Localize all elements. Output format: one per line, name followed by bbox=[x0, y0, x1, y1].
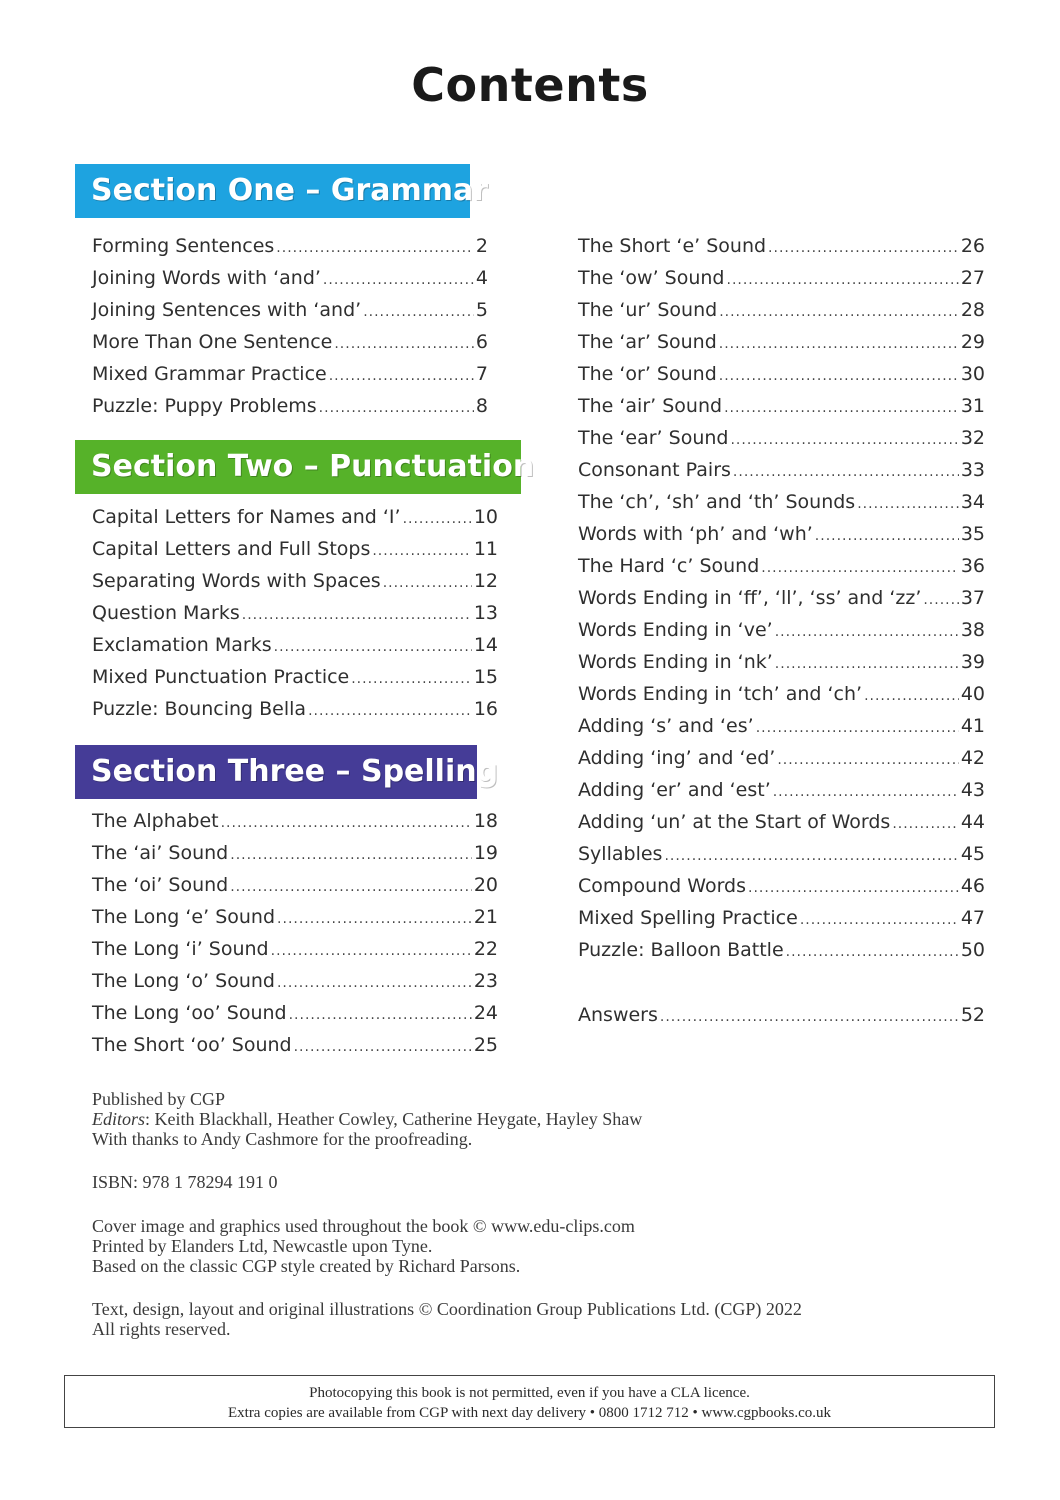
toc-entry[interactable] bbox=[578, 518, 985, 550]
toc-entry-title: The Long ‘oo’ Sound bbox=[92, 1002, 287, 1024]
toc-entry[interactable] bbox=[578, 614, 985, 646]
toc-entry-page: 18 bbox=[473, 810, 498, 832]
toc-entry[interactable] bbox=[578, 774, 985, 806]
toc-entry-title: The Short ‘e’ Sound bbox=[578, 235, 767, 257]
toc-entry-title: Capital Letters for Names and ‘I’ bbox=[92, 506, 401, 528]
toc-entry-title: Mixed Spelling Practice bbox=[578, 907, 798, 929]
toc-entry[interactable] bbox=[578, 294, 985, 326]
toc-leader-dots bbox=[660, 1001, 959, 1033]
toc-list-answers bbox=[578, 999, 985, 1031]
toc-list-spelling-continued bbox=[578, 230, 985, 966]
toc-entry-title: The Hard ‘c’ Sound bbox=[578, 555, 760, 577]
toc-entry-page: 16 bbox=[473, 698, 498, 720]
toc-leader-dots bbox=[319, 392, 474, 424]
toc-entry[interactable] bbox=[92, 533, 498, 565]
toc-leader-dots bbox=[274, 631, 472, 663]
toc-entry-title: Adding ‘ing’ and ‘ed’ bbox=[578, 747, 776, 769]
toc-entry[interactable] bbox=[578, 582, 985, 614]
toc-entry[interactable] bbox=[578, 870, 985, 902]
toc-leader-dots bbox=[289, 999, 472, 1031]
toc-entry-title: Answers bbox=[578, 1004, 658, 1026]
toc-list-spelling bbox=[92, 805, 498, 1061]
toc-entry-page: 24 bbox=[473, 1002, 498, 1024]
publisher-info bbox=[92, 1089, 642, 1149]
toc-entry-title: Puzzle: Bouncing Bella bbox=[92, 698, 307, 720]
toc-entry-title: The ‘ur’ Sound bbox=[578, 299, 718, 321]
toc-entry[interactable] bbox=[578, 550, 985, 582]
toc-leader-dots bbox=[756, 712, 959, 744]
toc-entry-title: Syllables bbox=[578, 843, 663, 865]
toc-entry-title: Exclamation Marks bbox=[92, 634, 272, 656]
toc-entry-title: Capital Letters and Full Stops bbox=[92, 538, 371, 560]
toc-entry[interactable] bbox=[92, 501, 498, 533]
toc-entry-page: 42 bbox=[960, 747, 985, 769]
toc-entry[interactable] bbox=[578, 678, 985, 710]
toc-entry-page: 44 bbox=[960, 811, 985, 833]
editors-line bbox=[92, 1109, 642, 1129]
toc-entry-page: 23 bbox=[473, 970, 498, 992]
photocopy-notice-box bbox=[64, 1375, 995, 1428]
toc-entry[interactable] bbox=[92, 933, 498, 965]
toc-entry[interactable] bbox=[578, 646, 985, 678]
toc-leader-dots bbox=[230, 839, 472, 871]
toc-entry[interactable] bbox=[578, 934, 985, 966]
toc-entry-title: The Long ‘e’ Sound bbox=[92, 906, 276, 928]
toc-entry[interactable] bbox=[92, 965, 498, 997]
toc-entry[interactable] bbox=[578, 838, 985, 870]
toc-entry[interactable] bbox=[92, 837, 498, 869]
copyright-line: Text, design, layout and original illustrations © Coordination Group Publications Ltd. (CGP) 2022 bbox=[92, 1299, 802, 1319]
toc-entry[interactable] bbox=[578, 262, 985, 294]
toc-entry-title: Adding ‘s’ and ‘es’ bbox=[578, 715, 754, 737]
toc-entry-answers[interactable] bbox=[578, 999, 985, 1031]
toc-entry[interactable] bbox=[578, 390, 985, 422]
toc-entry-page: 2 bbox=[475, 235, 488, 257]
toc-entry-title: The ‘air’ Sound bbox=[578, 395, 723, 417]
toc-entry[interactable] bbox=[92, 693, 498, 725]
toc-entry-page: 10 bbox=[473, 506, 498, 528]
toc-entry-page: 50 bbox=[960, 939, 985, 961]
toc-entry-page: 8 bbox=[475, 395, 488, 417]
toc-leader-dots bbox=[329, 360, 474, 392]
toc-leader-dots bbox=[761, 552, 959, 584]
toc-entry-title: Forming Sentences bbox=[92, 235, 275, 257]
toc-leader-dots bbox=[923, 584, 958, 616]
toc-entry-page: 5 bbox=[475, 299, 488, 321]
toc-entry-page: 25 bbox=[473, 1034, 498, 1056]
toc-entry-title: Words Ending in ‘ve’ bbox=[578, 619, 773, 641]
toc-entry[interactable] bbox=[92, 565, 498, 597]
toc-entry-title: The Long ‘o’ Sound bbox=[92, 970, 275, 992]
toc-entry-page: 20 bbox=[473, 874, 498, 896]
toc-entry-page: 21 bbox=[473, 906, 498, 928]
toc-entry-page: 31 bbox=[960, 395, 985, 417]
toc-entry-title: Separating Words with Spaces bbox=[92, 570, 381, 592]
toc-entry[interactable] bbox=[578, 806, 985, 838]
toc-entry-page: 45 bbox=[960, 843, 985, 865]
toc-list-grammar bbox=[92, 230, 488, 422]
toc-entry-page: 6 bbox=[475, 331, 488, 353]
toc-entry[interactable] bbox=[92, 230, 488, 262]
toc-entry-title: The ‘ai’ Sound bbox=[92, 842, 229, 864]
toc-leader-dots bbox=[664, 840, 958, 872]
order-info: Extra copies are available from CGP with next day delivery • 0800 1712 712 • www.cgpbooks.co.uk bbox=[227, 1405, 831, 1421]
toc-entry-title: Compound Words bbox=[578, 875, 747, 897]
toc-leader-dots bbox=[276, 232, 474, 264]
toc-entry[interactable] bbox=[578, 326, 985, 358]
toc-entry[interactable] bbox=[578, 454, 985, 486]
isbn: ISBN: 978 1 78294 191 0 bbox=[92, 1172, 278, 1192]
printer-credit: Printed by Elanders Ltd, Newcastle upon Tyne. bbox=[92, 1236, 433, 1256]
toc-entry[interactable] bbox=[578, 486, 985, 518]
toc-leader-dots bbox=[308, 695, 472, 727]
toc-entry-page: 47 bbox=[960, 907, 985, 929]
toc-entry[interactable] bbox=[92, 326, 488, 358]
toc-entry-page: 32 bbox=[960, 427, 985, 449]
toc-entry-page: 43 bbox=[960, 779, 985, 801]
toc-entry-title: Consonant Pairs bbox=[578, 459, 731, 481]
toc-entry-title: Adding ‘er’ and ‘est’ bbox=[578, 779, 771, 801]
toc-entry-title: The Long ‘i’ Sound bbox=[92, 938, 269, 960]
published-by: Published by CGP bbox=[92, 1089, 226, 1109]
toc-entry-page: 39 bbox=[960, 651, 985, 673]
toc-entry-title: The ‘ow’ Sound bbox=[578, 267, 725, 289]
toc-entry-page: 22 bbox=[473, 938, 498, 960]
toc-entry-title: Puzzle: Puppy Problems bbox=[92, 395, 317, 417]
toc-leader-dots bbox=[727, 264, 959, 296]
toc-entry-page: 37 bbox=[960, 587, 985, 609]
toc-leader-dots bbox=[777, 744, 958, 776]
toc-leader-dots bbox=[892, 808, 959, 840]
toc-entry-title: The ‘oi’ Sound bbox=[92, 874, 229, 896]
page-title: Contents bbox=[411, 58, 649, 112]
toc-entry-title: Puzzle: Balloon Battle bbox=[578, 939, 784, 961]
toc-leader-dots bbox=[403, 503, 472, 535]
toc-entry-title: The ‘ar’ Sound bbox=[578, 331, 717, 353]
toc-entry[interactable] bbox=[578, 422, 985, 454]
rights-line: All rights reserved. bbox=[92, 1319, 231, 1339]
editors-label: Editors bbox=[92, 1109, 146, 1129]
toc-leader-dots bbox=[363, 296, 474, 328]
toc-leader-dots bbox=[815, 520, 959, 552]
toc-leader-dots bbox=[383, 567, 472, 599]
toc-leader-dots bbox=[773, 776, 959, 808]
toc-leader-dots bbox=[242, 599, 472, 631]
toc-entry-page: 27 bbox=[960, 267, 985, 289]
toc-leader-dots bbox=[786, 936, 959, 968]
toc-leader-dots bbox=[334, 328, 474, 360]
toc-entry-page: 26 bbox=[960, 235, 985, 257]
toc-entry-title: Question Marks bbox=[92, 602, 240, 624]
toc-leader-dots bbox=[719, 328, 959, 360]
toc-entry-page: 19 bbox=[473, 842, 498, 864]
thanks-line: With thanks to Andy Cashmore for the proofreading. bbox=[92, 1129, 473, 1149]
toc-entry[interactable] bbox=[92, 805, 498, 837]
toc-entry-title: Adding ‘un’ at the Start of Words bbox=[578, 811, 891, 833]
toc-entry[interactable] bbox=[92, 597, 498, 629]
credits-info bbox=[92, 1216, 635, 1276]
section-header-grammar: Section One – Grammar bbox=[75, 164, 470, 218]
toc-entry-page: 36 bbox=[960, 555, 985, 577]
style-credit: Based on the classic CGP style created by Richard Parsons. bbox=[92, 1256, 521, 1276]
toc-entry-page: 30 bbox=[960, 363, 985, 385]
toc-entry[interactable] bbox=[92, 661, 498, 693]
toc-entry[interactable] bbox=[92, 901, 498, 933]
toc-entry[interactable] bbox=[92, 1029, 498, 1061]
toc-entry[interactable] bbox=[578, 358, 985, 390]
toc-entry[interactable] bbox=[92, 262, 488, 294]
toc-entry-title: Words Ending in ‘tch’ and ‘ch’ bbox=[578, 683, 863, 705]
toc-entry[interactable] bbox=[578, 710, 985, 742]
toc-leader-dots bbox=[221, 807, 472, 839]
toc-entry-title: The ‘ch’, ‘sh’ and ‘th’ Sounds bbox=[578, 491, 856, 513]
toc-entry-page: 35 bbox=[960, 523, 985, 545]
toc-entry-page: 46 bbox=[960, 875, 985, 897]
toc-leader-dots bbox=[768, 232, 959, 264]
section-header-punctuation: Section Two – Punctuation bbox=[75, 440, 521, 494]
toc-entry-page: 41 bbox=[960, 715, 985, 737]
toc-entry-title: The Alphabet bbox=[92, 810, 219, 832]
toc-entry-title: The ‘ear’ Sound bbox=[578, 427, 729, 449]
toc-entry-title: Mixed Grammar Practice bbox=[92, 363, 327, 385]
toc-leader-dots bbox=[230, 871, 472, 903]
toc-entry-page: 29 bbox=[960, 331, 985, 353]
toc-leader-dots bbox=[271, 935, 472, 967]
toc-leader-dots bbox=[277, 967, 472, 999]
toc-entry-page: 52 bbox=[960, 1004, 985, 1026]
photocopy-notice: Photocopying this book is not permitted, even if you have a CLA licence. bbox=[309, 1385, 750, 1401]
toc-leader-dots bbox=[323, 264, 474, 296]
toc-leader-dots bbox=[775, 648, 959, 680]
toc-entry[interactable] bbox=[92, 390, 488, 422]
toc-leader-dots bbox=[748, 872, 959, 904]
toc-leader-dots bbox=[294, 1031, 472, 1063]
toc-leader-dots bbox=[372, 535, 471, 567]
toc-leader-dots bbox=[719, 360, 959, 392]
toc-entry[interactable] bbox=[92, 997, 498, 1029]
toc-entry-page: 12 bbox=[473, 570, 498, 592]
toc-leader-dots bbox=[719, 296, 959, 328]
toc-leader-dots bbox=[800, 904, 959, 936]
toc-entry-page: 40 bbox=[960, 683, 985, 705]
toc-leader-dots bbox=[857, 488, 959, 520]
section-header-spelling: Section Three – Spelling bbox=[75, 745, 477, 799]
toc-entry-title: Joining Sentences with ‘and’ bbox=[92, 299, 362, 321]
toc-entry-page: 15 bbox=[473, 666, 498, 688]
toc-list-punctuation bbox=[92, 501, 498, 725]
toc-entry[interactable] bbox=[92, 629, 498, 661]
toc-entry-title: Words Ending in ‘ff’, ‘ll’, ‘ss’ and ‘zz’ bbox=[578, 587, 922, 609]
toc-entry[interactable] bbox=[578, 230, 985, 262]
toc-entry-title: Joining Words with ‘and’ bbox=[92, 267, 321, 289]
toc-entry[interactable] bbox=[578, 902, 985, 934]
toc-entry-title: More Than One Sentence bbox=[92, 331, 333, 353]
toc-entry-title: Words with ‘ph’ and ‘wh’ bbox=[578, 523, 813, 545]
toc-entry[interactable] bbox=[92, 869, 498, 901]
toc-entry-page: 14 bbox=[473, 634, 498, 656]
toc-leader-dots bbox=[730, 424, 958, 456]
toc-entry[interactable] bbox=[92, 294, 488, 326]
toc-entry-page: 33 bbox=[960, 459, 985, 481]
toc-leader-dots bbox=[351, 663, 472, 695]
toc-entry-title: The Short ‘oo’ Sound bbox=[92, 1034, 292, 1056]
toc-entry-page: 11 bbox=[473, 538, 498, 560]
toc-entry[interactable] bbox=[92, 358, 488, 390]
toc-entry-title: Words Ending in ‘nk’ bbox=[578, 651, 773, 673]
toc-entry-page: 7 bbox=[475, 363, 488, 385]
toc-leader-dots bbox=[864, 680, 959, 712]
toc-entry-title: Mixed Punctuation Practice bbox=[92, 666, 350, 688]
cover-credit: Cover image and graphics used throughout the book © www.edu-clips.com bbox=[92, 1216, 635, 1236]
toc-entry-title: The ‘or’ Sound bbox=[578, 363, 717, 385]
toc-entry-page: 4 bbox=[475, 267, 488, 289]
toc-leader-dots bbox=[733, 456, 959, 488]
copyright-info bbox=[92, 1299, 802, 1339]
toc-entry[interactable] bbox=[578, 742, 985, 774]
toc-entry-page: 34 bbox=[960, 491, 985, 513]
toc-leader-dots bbox=[724, 392, 959, 424]
toc-leader-dots bbox=[277, 903, 472, 935]
toc-entry-page: 28 bbox=[960, 299, 985, 321]
editors-names: : Keith Blackhall, Heather Cowley, Catherine Heygate, Hayley Shaw bbox=[145, 1109, 643, 1129]
toc-leader-dots bbox=[775, 616, 959, 648]
toc-entry-page: 13 bbox=[473, 602, 498, 624]
toc-entry-page: 38 bbox=[960, 619, 985, 641]
